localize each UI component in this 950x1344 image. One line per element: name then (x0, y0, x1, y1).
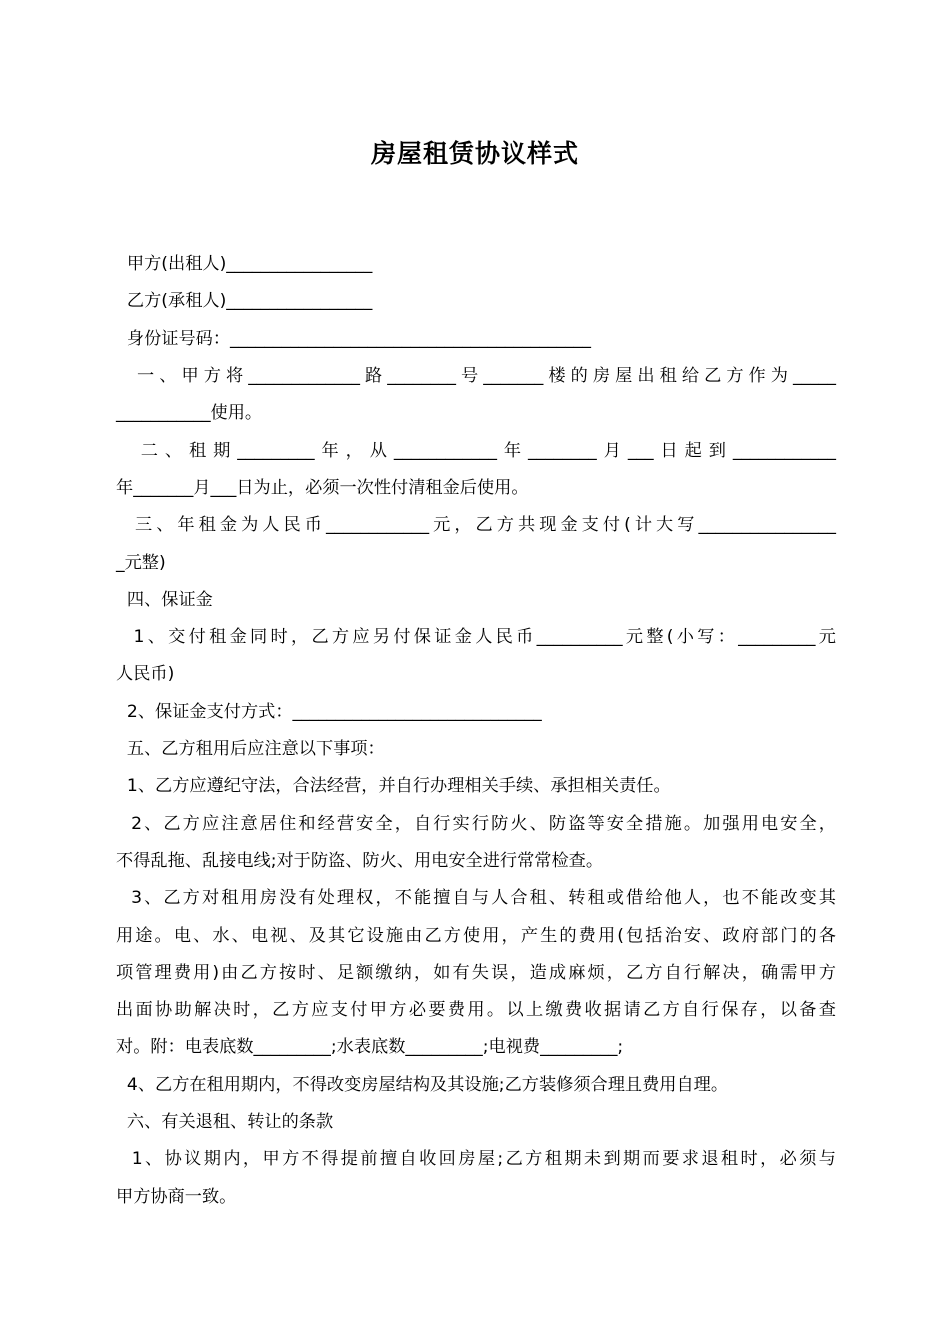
clause-6-1-line-1: 1、协议期内，甲方不得提前擅自收回房屋;乙方租期未到期而要求退租时，必须与 (116, 1149, 836, 1169)
clause-4-heading: 四、保证金 (116, 590, 213, 610)
party-a-line: 甲方(出租人)_________________ (116, 254, 373, 274)
document-title: 房屋租赁协议样式 (370, 139, 579, 168)
clause-2-line-2: 年_______月___日为止，必须一次性付清租金后使用。 (116, 478, 529, 498)
clause-6-1-line-2: 甲方协商一致。 (116, 1187, 237, 1207)
clause-5-1-line: 1、乙方应遵纪守法，合法经营，并自行办理相关手续、承担相关责任。 (116, 776, 671, 796)
clause-5-2-line-1: 2、乙方应注意居住和经营安全，自行实行防火、防盗等安全措施。加强用电安全， (116, 814, 836, 834)
clause-5-3-line-5: 对。附：电表底数_________;水表底数_________;电视费_________; (116, 1037, 624, 1057)
clause-1-line-1: 一、甲方将_____________路________号_______楼的房屋出租给乙方作为_____ (116, 366, 836, 386)
id-number-line: 身份证号码：__________________________________________ (116, 329, 591, 349)
clause-3-line-2: _元整) (116, 553, 166, 573)
clause-4-1-line-1: 1、交付租金同时，乙方应另付保证金人民币__________元整(小写：_________元 (116, 627, 836, 647)
clause-4-2-line: 2、保证金支付方式：_____________________________ (116, 702, 542, 722)
clause-5-3-line-4: 出面协助解决时，乙方应支付甲方必要费用。以上缴费收据请乙方自行保存，以备查 (116, 1000, 836, 1020)
clause-5-3-line-2: 用途。电、水、电视、及其它设施由乙方使用，产生的费用(包括治安、政府部门的各 (116, 926, 836, 946)
clause-4-1-line-2: 人民币) (116, 664, 175, 684)
clause-5-heading: 五、乙方租用后应注意以下事项： (116, 739, 385, 759)
clause-5-4-line: 4、乙方在租用期内，不得改变房屋结构及其设施;乙方装修须合理且费用自理。 (116, 1075, 729, 1095)
clause-2-line-1: 二、租期_________年，从____________年________月___日起到____________ (116, 441, 836, 461)
clause-5-3-line-3: 项管理费用)由乙方按时、足额缴纳，如有失误，造成麻烦，乙方自行解决，确需甲方 (116, 963, 836, 983)
clause-5-2-line-2: 不得乱拖、乱接电线;对于防盗、防火、用电安全进行常常检查。 (116, 851, 604, 871)
clause-5-3-line-1: 3、乙方对租用房没有处理权，不能擅自与人合租、转租或借给他人，也不能改变其 (116, 888, 836, 908)
clause-6-heading: 六、有关退租、转让的条款 (116, 1112, 334, 1132)
party-b-line: 乙方(承租人)_________________ (116, 291, 373, 311)
clause-3-line-1: 三、年租金为人民币____________元，乙方共现金支付(计大写________________ (116, 515, 836, 535)
clause-1-line-2: ___________使用。 (116, 403, 263, 423)
